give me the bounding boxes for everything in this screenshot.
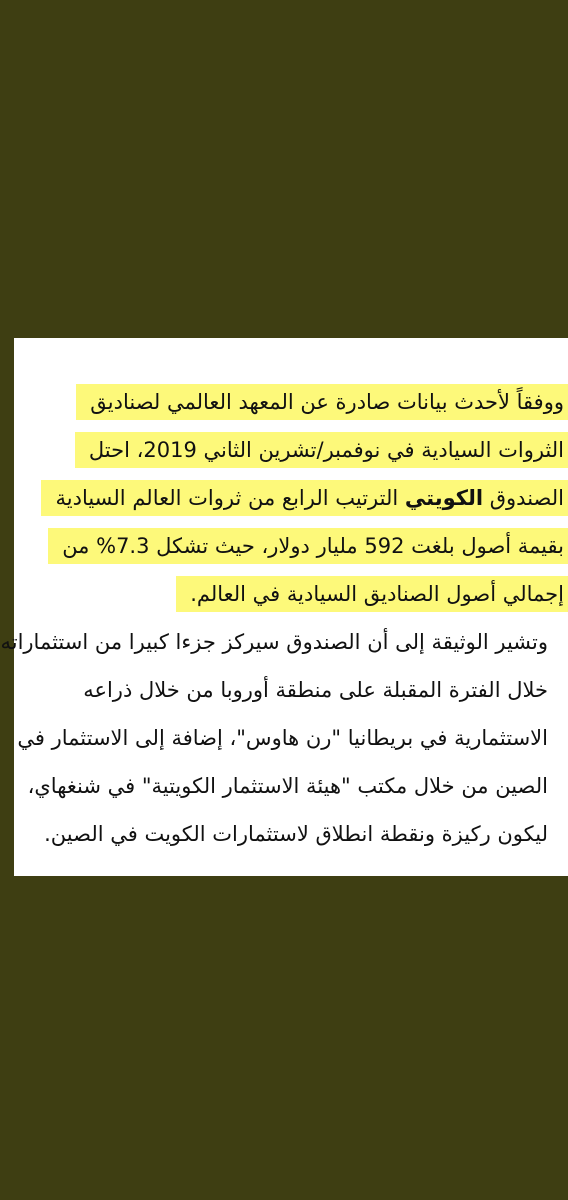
highlighted-paragraph [55, 378, 568, 618]
paragraph-line [74, 426, 568, 474]
article-card [0, 338, 568, 876]
paragraph-line [62, 522, 568, 570]
paragraph-line: الاستثمارية في بريطانيا "رن هاوس"، إضافة إلى الاستثمار في [17, 726, 548, 750]
text-segment: الصندوق [489, 486, 564, 510]
paragraph-line: وتشير الوثيقة إلى أن الصندوق سيركز جزءا كبيرا من استثماراته [0, 630, 548, 654]
highlight-span: إجمالي أصول الصناديق السيادية في العالم. [176, 576, 568, 612]
highlight-span: بقيمة أصول بلغت 592 مليار دولار، حيث تشكل 7.3% من [48, 528, 568, 564]
paragraph-line: خلال الفترة المقبلة على منطقة أوروبا من خلال ذراعه [83, 678, 548, 702]
paragraph-line [74, 570, 568, 618]
highlight-span: الثروات السيادية في نوفمبر/تشرين الثاني 2019، احتل [75, 432, 568, 468]
highlight-span [41, 480, 568, 516]
body-paragraph [0, 618, 548, 858]
paragraph-line [74, 378, 568, 426]
text-segment: الترتيب الرابع من ثروات العالم السيادية [55, 486, 399, 510]
paragraph-line: ليكون ركيزة ونقطة انطلاق لاستثمارات الكويت في الصين. [44, 822, 548, 846]
paragraph-line: الصين من خلال مكتب "هيئة الاستثمار الكويتية" في شنغهاي، [27, 774, 548, 798]
top-dark-band [14, 0, 568, 338]
highlight-span: ووفقاً لأحدث بيانات صادرة عن المعهد العالمي لصناديق [76, 384, 568, 420]
bold-keyword: الكويتي [404, 486, 484, 510]
bottom-dark-band [14, 876, 568, 1200]
paragraph-line [55, 474, 568, 522]
